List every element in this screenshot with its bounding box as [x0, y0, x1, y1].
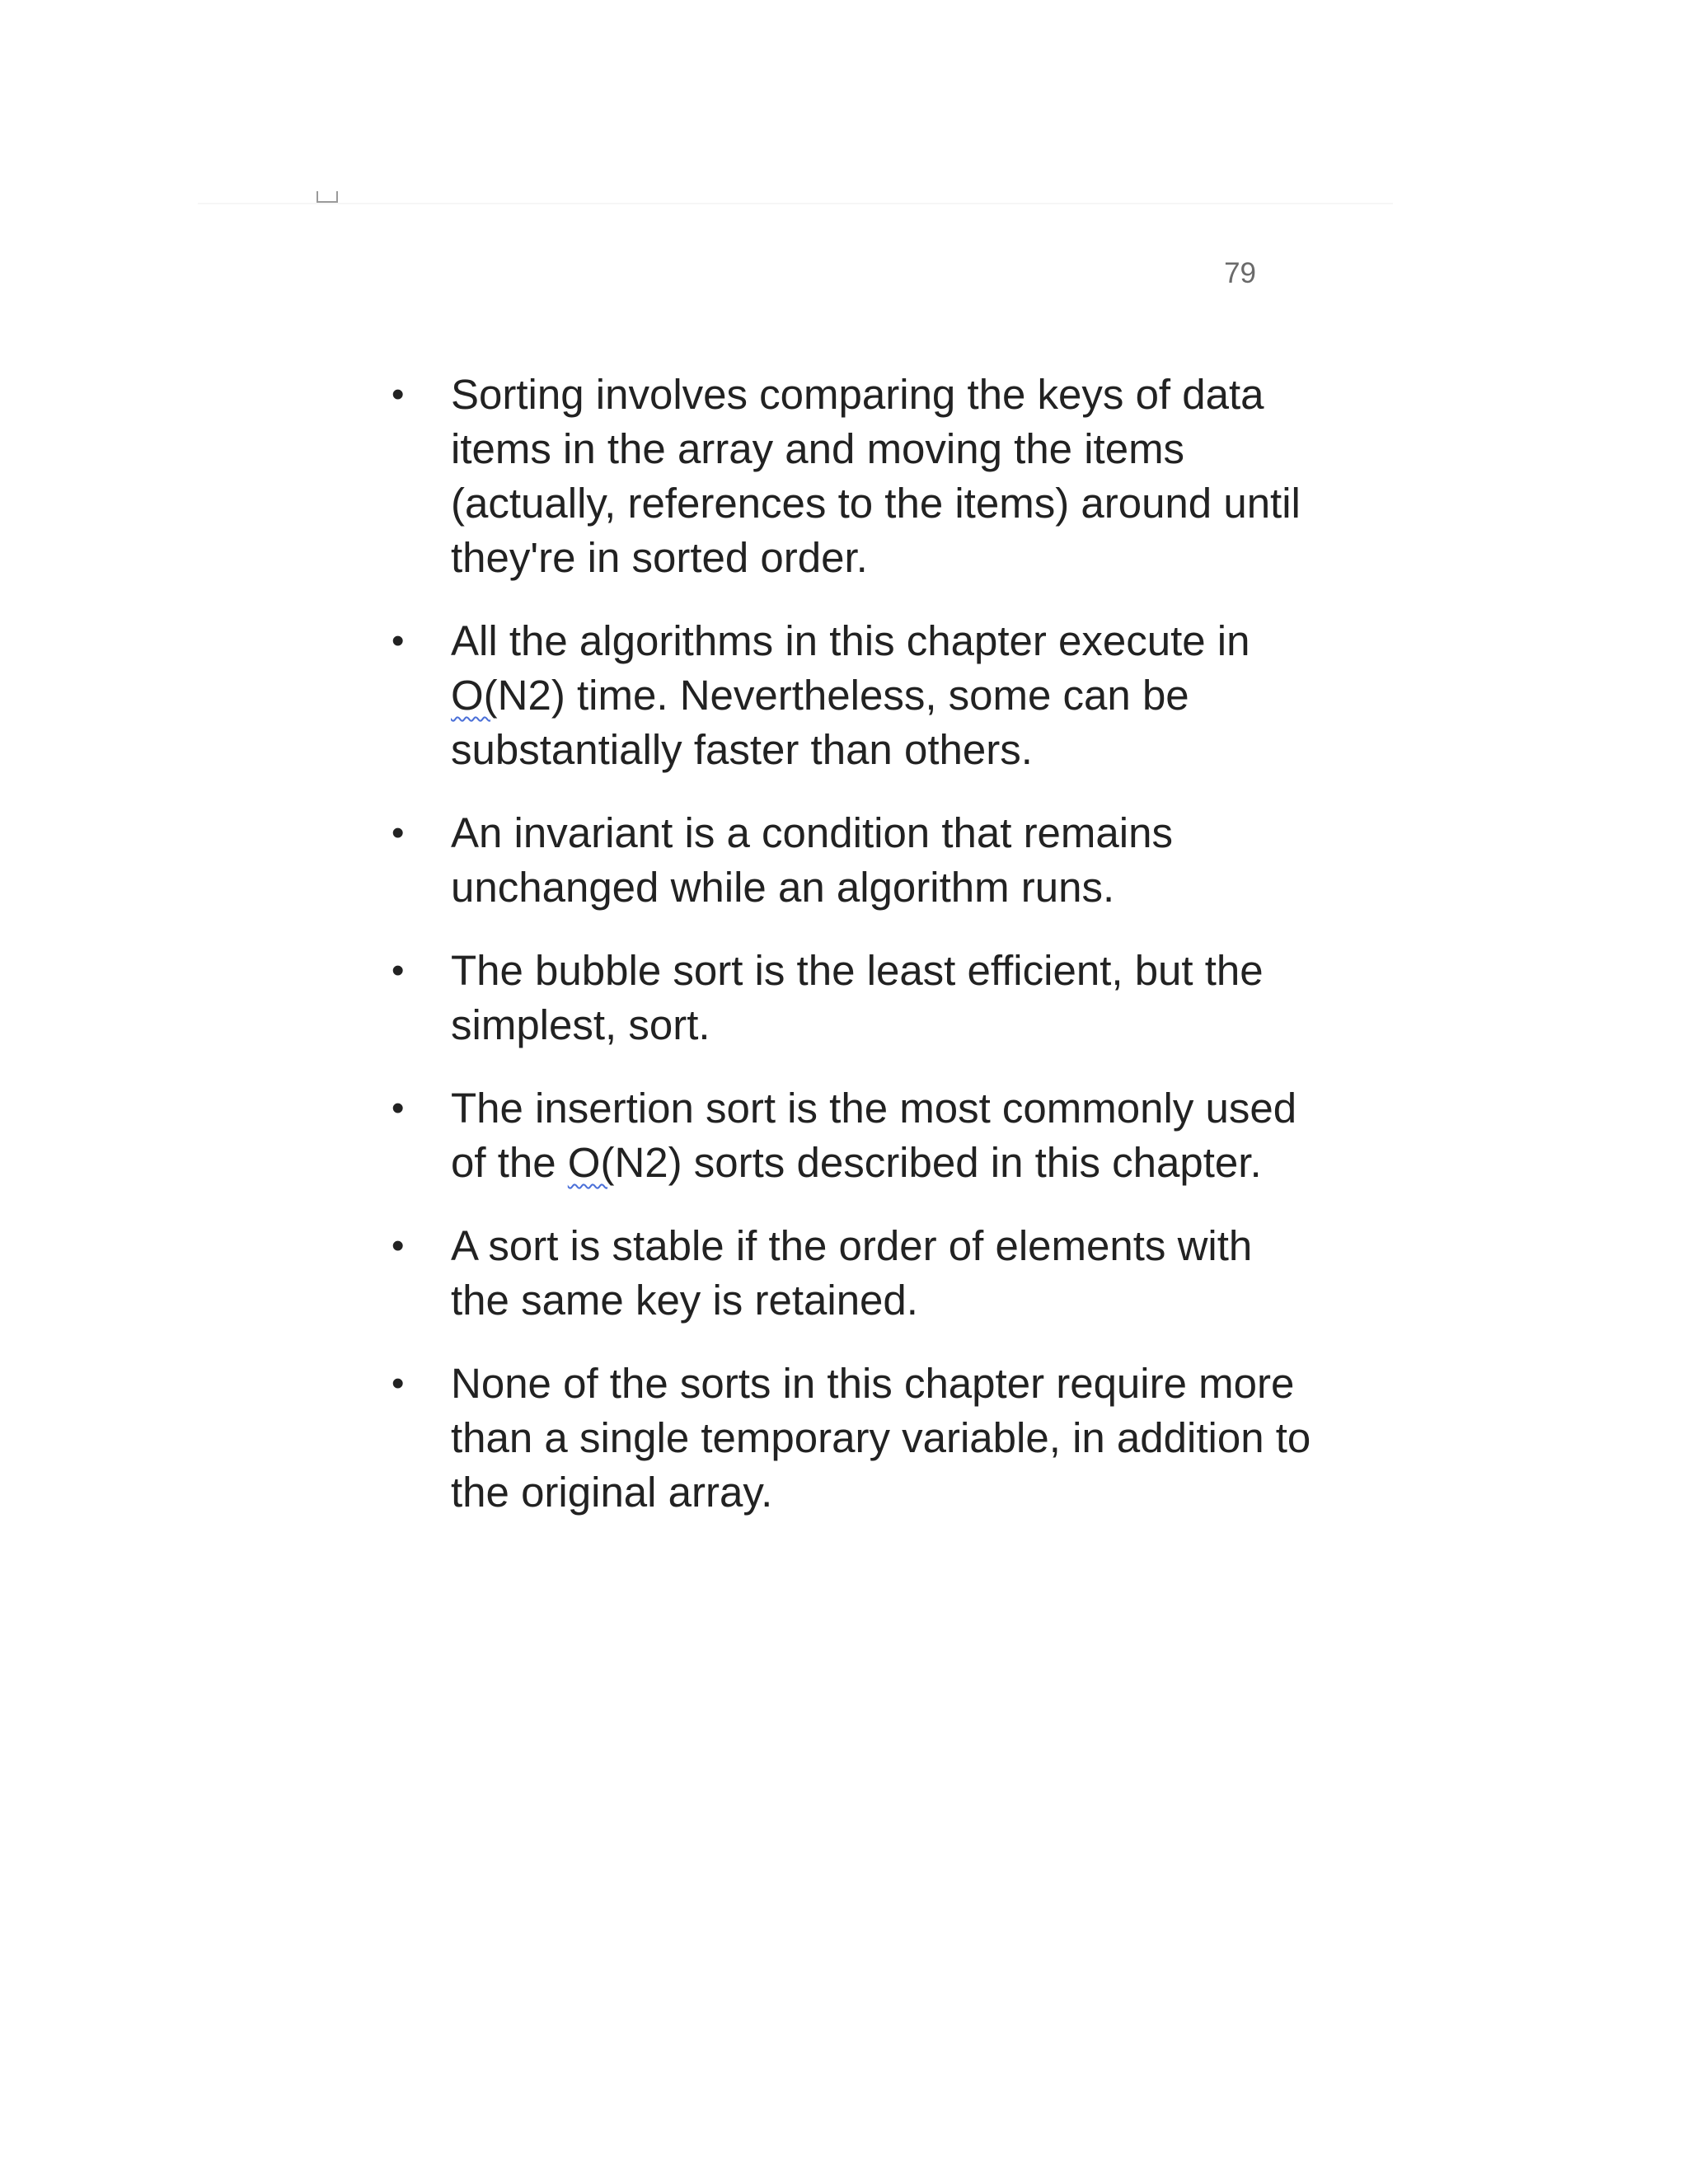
bullet-text-segment: All the algorithms in this chapter execute in [451, 617, 1250, 664]
list-item [383, 614, 1315, 777]
bullet-text-segment: The insertion sort is the most commonly used of the [451, 1085, 1297, 1186]
header-divider [198, 203, 1393, 204]
list-item [383, 944, 1315, 1052]
bullet-text: None of the sorts in this chapter require more than a single temporary variable, in addition to the original array. [451, 1360, 1311, 1516]
summary-bullet-list [383, 368, 1315, 1549]
bullet-text: Sorting involves comparing the keys of data items in the array and moving the items (actually, references to the items) around until they're in sorted order. [451, 371, 1301, 581]
list-item [383, 1219, 1315, 1328]
spellcheck-flagged-text[interactable]: O( [567, 1139, 615, 1186]
spellcheck-flagged-text[interactable]: O( [451, 672, 498, 719]
bullet-icon: • [392, 1226, 405, 1266]
list-item [383, 368, 1315, 585]
bullet-icon: • [392, 1363, 405, 1404]
list-item [383, 1357, 1315, 1520]
bullet-icon: • [392, 621, 405, 661]
bullet-icon: • [392, 813, 405, 853]
page-number: 79 [1224, 257, 1256, 289]
bullet-icon: • [392, 374, 405, 415]
list-item [383, 806, 1315, 915]
bullet-text: A sort is stable if the order of elements with the same key is retained. [451, 1222, 1253, 1324]
bullet-text: The bubble sort is the least efficient, but the simplest, sort. [451, 947, 1264, 1048]
bullet-text [451, 1085, 1296, 1186]
list-item [383, 1081, 1315, 1190]
bullet-text-segment: N2) sorts described in this chapter. [614, 1139, 1262, 1186]
bullet-text-segment: N2) time. Nevertheless, some can be substantially faster than others. [451, 672, 1189, 773]
bullet-text: An invariant is a condition that remains unchanged while an algorithm runs. [451, 809, 1173, 911]
bullet-icon: • [392, 1088, 405, 1128]
bullet-text [451, 617, 1250, 773]
bullet-icon: • [392, 950, 405, 991]
header-corner-mark [316, 191, 338, 203]
